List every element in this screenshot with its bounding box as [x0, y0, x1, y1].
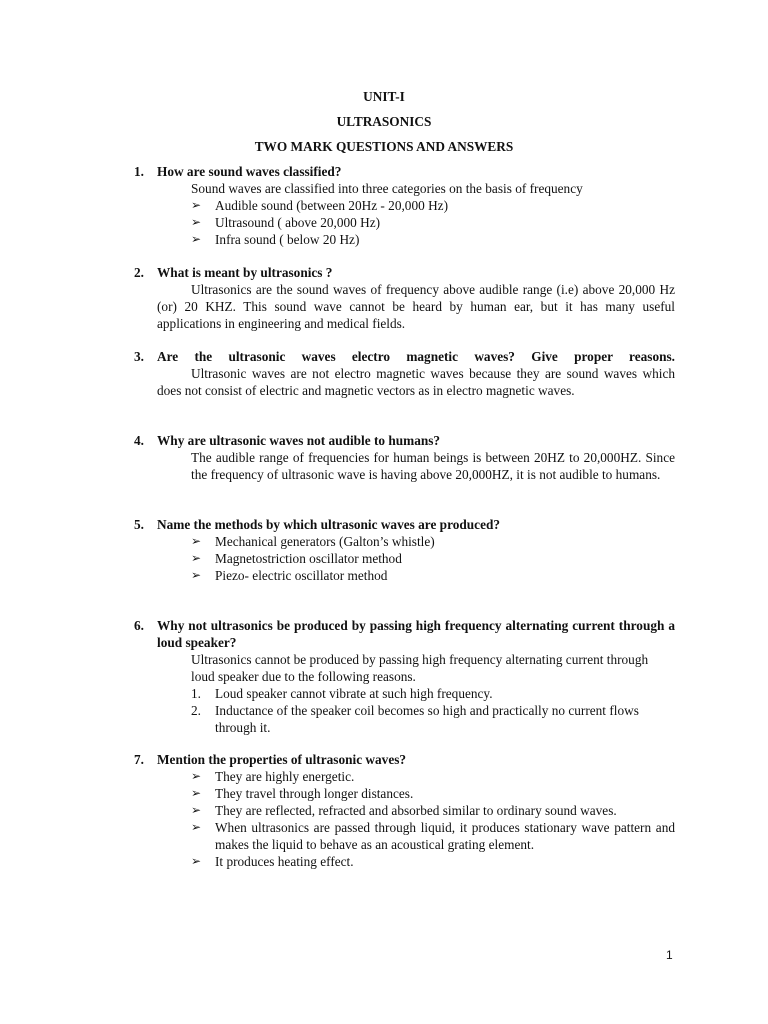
question-text: What is meant by ultrasonics ?: [157, 265, 333, 280]
answer-text: Ultrasonic waves are not electro magnetic waves because they are sound waves which does not consist of electric and magnetic vectors as in electro magnetic waves.: [157, 366, 675, 398]
question-number: 5.: [134, 517, 144, 532]
list-item: [191, 685, 675, 702]
question-block-1: [134, 163, 675, 248]
section-heading: TWO MARK QUESTIONS AND ANSWERS: [254, 139, 514, 154]
answer-text: The audible range of frequencies for human beings is between 20HZ to 20,000HZ. Since the frequency of ultrasonic wave is having above 20,000HZ, it is not audible to humans.: [191, 450, 675, 482]
list-item: ➢ When ultrasonics are passed through liquid, it produces stationary wave pattern and makes the liquid to behave as an acoustical grating element.: [191, 819, 675, 853]
question-title: [134, 617, 675, 651]
question-block-6: [134, 617, 675, 736]
question-number: 4.: [134, 433, 144, 448]
bullet-list: [134, 533, 675, 584]
question-number: 7.: [134, 752, 144, 767]
list-item: ➢ Ultrasound ( above 20,000 Hz): [191, 214, 675, 231]
list-item: ➢ Mechanical generators (Galton’s whistle): [191, 533, 675, 550]
question-text: Mention the properties of ultrasonic waves?: [157, 752, 407, 767]
subject-heading: ULTRASONICS: [336, 114, 432, 129]
question-title: [134, 432, 675, 449]
list-item: ➢ It produces heating effect.: [191, 853, 675, 870]
question-block-5: [134, 516, 675, 584]
bullet-list: [134, 768, 675, 870]
list-item: ➢ They are reflected, refracted and absorbed similar to ordinary sound waves.: [191, 802, 675, 819]
question-title: [134, 163, 675, 180]
page-number: 1: [666, 948, 673, 962]
question-title: [134, 516, 675, 533]
question-block-4: [134, 432, 675, 483]
question-text: Name the methods by which ultrasonic waves are produced?: [157, 517, 501, 532]
question-title: [134, 348, 675, 365]
question-block-3: [134, 348, 675, 399]
question-block-7: [134, 751, 675, 870]
list-item: [191, 702, 675, 736]
question-number: 3.: [134, 349, 144, 364]
question-number: 6.: [134, 618, 144, 633]
list-item-text: Loud speaker cannot vibrate at such high frequency.: [215, 686, 493, 701]
question-number: 2.: [134, 265, 144, 280]
question-text: Why are ultrasonic waves not audible to humans?: [157, 433, 441, 448]
answer-text: Ultrasonics cannot be produced by passing high frequency alternating current through loud speaker due to the following reasons.: [191, 652, 649, 684]
list-item: ➢ Magnetostriction oscillator method: [191, 550, 675, 567]
numbered-list: [134, 685, 675, 736]
question-title: [134, 264, 675, 281]
question-text: How are sound waves classified?: [157, 164, 342, 179]
list-item: ➢ Piezo- electric oscillator method: [191, 567, 675, 584]
list-item: ➢ Audible sound (between 20Hz - 20,000 Hz): [191, 197, 675, 214]
unit-heading: UNIT-I: [363, 89, 405, 104]
question-number: 1.: [134, 164, 144, 179]
question-text: Are the ultrasonic waves electro magnetic waves? Give proper reasons.: [157, 349, 675, 364]
list-item: ➢ They travel through longer distances.: [191, 785, 675, 802]
question-title: [134, 751, 675, 768]
list-item: ➢ They are highly energetic.: [191, 768, 675, 785]
list-item-number: 2.: [191, 703, 201, 718]
answer-text: Ultrasonics are the sound waves of frequency above audible range (i.e) above 20,000 Hz (or) 20 KHZ. This sound wave cannot be heard by human ear, but it has many useful applications in engineering and medical fields.: [157, 282, 675, 331]
list-item-number: 1.: [191, 686, 201, 701]
answer-text: Sound waves are classified into three categories on the basis of frequency: [191, 181, 583, 196]
question-block-2: [134, 264, 675, 332]
list-item: ➢ Infra sound ( below 20 Hz): [191, 231, 675, 248]
bullet-list: [134, 197, 675, 248]
list-item-text: Inductance of the speaker coil becomes so high and practically no current flows through it.: [215, 703, 639, 735]
question-text: Why not ultrasonics be produced by passing high frequency alternating current through a loud speaker?: [157, 618, 675, 650]
